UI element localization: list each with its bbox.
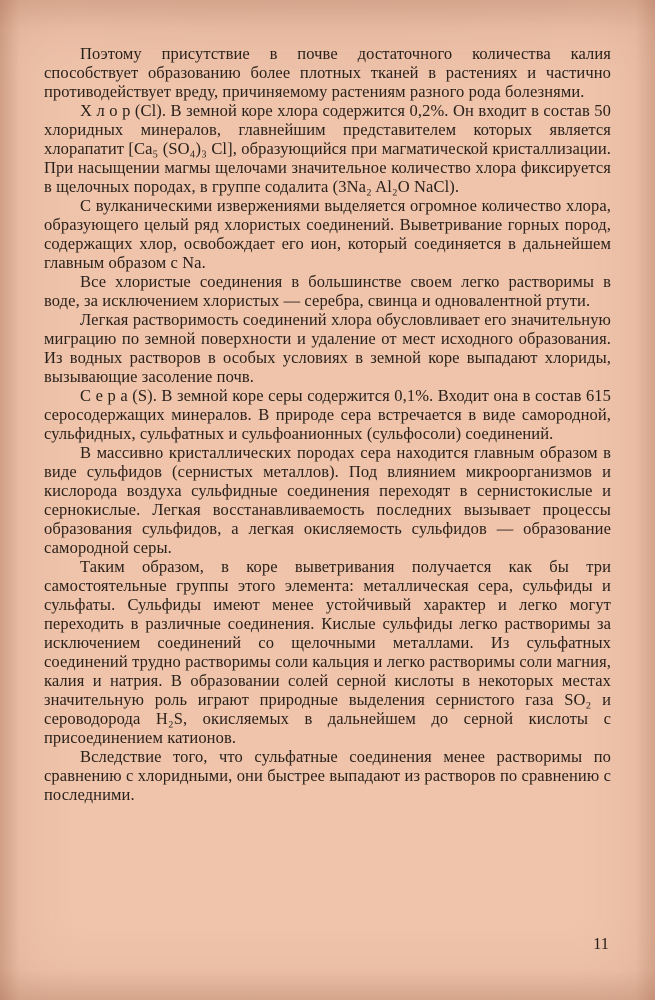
paragraph: С вулканическими извержениями выделяется огромное количество хлора, образующего целый ряд хлористых соединений. Выветривание горных пород, содержащих хлор, освобождает его ион, который соединяется в дальнейшем главным образом с Na. <box>44 196 611 272</box>
paragraph: В массивно кристаллических породах сера находится главным образом в виде сульфидов (сернистых металлов). Под влиянием микроорганизмов и кислорода воздуха сульфидные соединения переходят в сернистокислые и сернокислые. Легкая восстанавливаемость последних вызывает процессы образования сульфидов, а легкая окисляемость сульфидов — образование самородной серы. <box>44 443 611 557</box>
paragraph: Таким образом, в коре выветривания получается как бы три самостоятельные группы этого элемента: металлическая сера, сульфиды и сульфаты. Сульфиды имеют менее устойчивый характер и легко могут переходить в различные соединения. Кислые сульфиды легко растворимы за исключением соединений со щелочными металлами. Из сульфатных соединений трудно растворимы соли кальция и легко растворимы соли магния, калия и натрия. В образовании солей серной кислоты в некоторых местах значительную роль играют природные выделения сернистого газа SO₂ и сероводорода H₂S, окисляемых в дальнейшем до серной кислоты с присоединением катионов. <box>44 557 611 747</box>
page-number: 11 <box>593 934 609 953</box>
paragraph: Х л о р (Cl). В земной коре хлора содержится 0,2%. Он входит в состав 50 хлоридных минералов, главнейшим представителем которых является хлорапатит [Ca₅ (SO₄)₃ Cl], образующийся при магматической кристаллизации. При насыщении магмы щелочами значительное количество хлора фиксируется в щелочных породах, в группе содалита (3Na₂ Al₂O NaCl). <box>44 101 611 196</box>
page-text <box>44 44 611 804</box>
paragraph: С е р а (S). В земной коре серы содержится 0,1%. Входит она в состав 615 серосодержащих минералов. В природе сера встречается в виде самородной, сульфидных, сульфатных и сульфоанионных (сульфосоли) соединений. <box>44 386 611 443</box>
paragraph: Вследствие того, что сульфатные соединения менее растворимы по сравнению с хлоридными, они быстрее выпадают из растворов по сравнению с последними. <box>44 747 611 804</box>
paragraph: Легкая растворимость соединений хлора обусловливает его значительную миграцию по земной поверхности и удаление от мест исходного образования. Из водных растворов в особых условиях в земной коре выпадают хлориды, вызывающие засоление почв. <box>44 310 611 386</box>
paragraph: Поэтому присутствие в почве достаточного количества калия способствует образованию более плотных тканей в растениях и частично противодействует вреду, причиняемому растениям разного рода болезнями. <box>44 44 611 101</box>
paragraph: Все хлористые соединения в большинстве своем легко растворимы в воде, за исключением хлористых — серебра, свинца и одновалентной ртути. <box>44 272 611 310</box>
